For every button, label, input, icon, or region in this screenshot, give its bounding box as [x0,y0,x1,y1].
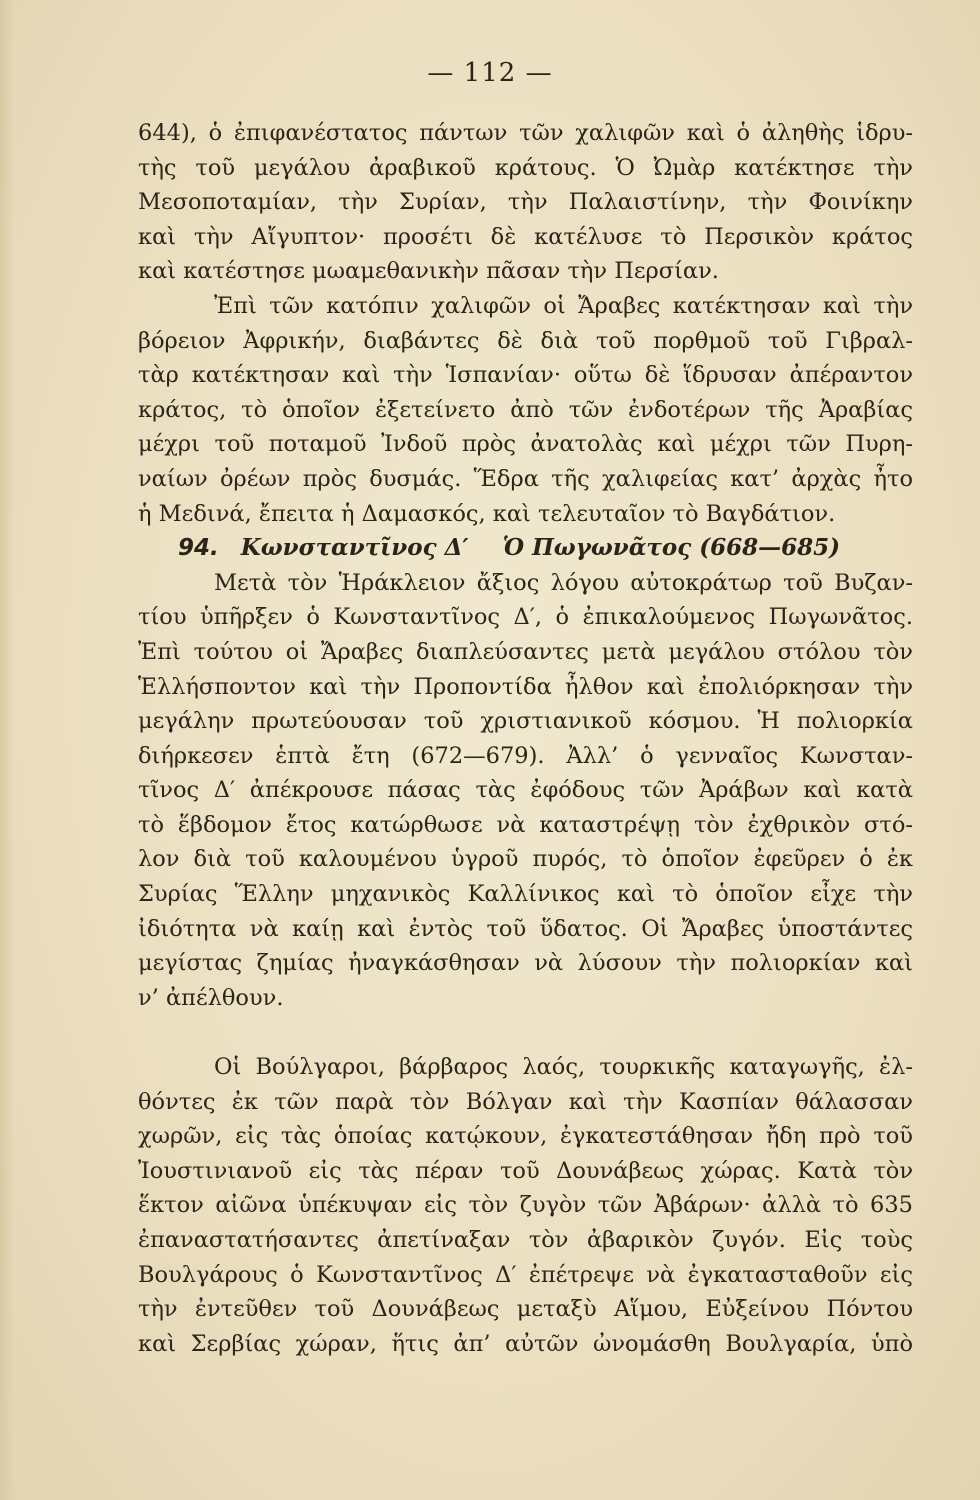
text-line: Μεσοποταμίαν, τὴν Συρίαν, τὴν Παλαιστίνην, τὴν Φοινίκην [138,189,913,216]
text-line: καὶ Σερβίας χώραν, ἥτις ἀπ’ αὐτῶν ὠνομάσθη Βουλγαρία, ὑπὸ [138,1330,913,1357]
text-line: Οἱ Βούλγαροι, βάρβαρος λαός, τουρκικῆς καταγωγῆς, ἐλ- [214,1054,913,1081]
text-line: τὸ ἕβδομον ἔτος κατώρθωσε νὰ καταστρέψῃ τὸν ἐχθρικὸν στό- [138,811,913,838]
text-line: καὶ τὴν Αἴγυπτον· προσέτι δὲ κατέλυσε τὸ Περσικὸν κράτος [138,223,913,250]
text-line: Ἑλλήσποντον καὶ τὴν Προποντίδα ἦλθον καὶ ἐπολιόρκησαν τὴν [138,673,913,700]
text-line: θόντες ἐκ τῶν παρὰ τὸν Βόλγαν καὶ τὴν Κασπίαν θάλασσαν [138,1088,913,1115]
text-line: διήρκεσεν ἑπτὰ ἔτη (672—679). Ἀλλ’ ὁ γενναῖος Κωνσταν- [138,742,913,769]
text-line: Ἐπὶ τούτου οἱ Ἄραβες διαπλεύσαντες μετὰ μεγάλου στόλου τὸν [138,638,913,665]
page-edge-shadow [0,0,14,1500]
text-line: τῖνος Δ′ ἀπέκρουσε πάσας τὰς ἐφόδους τῶν Ἀράβων καὶ κατὰ [138,777,913,804]
text-line: 644), ὁ ἐπιφανέστατος πάντων τῶν χαλιφῶν καὶ ὁ ἀληθὴς ἱδρυ- [138,120,913,146]
paragraph-gap [138,1015,913,1050]
text-line: Μετὰ τὸν Ἡράκλειον ἄξιος λόγου αὐτοκράτωρ τοῦ Βυζαν- [214,569,913,596]
text-line: τὴν ἐντεῦθεν τοῦ Δουνάβεως μεταξὺ Αἵμου, Εὐξείνου Πόντου [138,1296,913,1323]
text-line: μεγίστας ζημίας ἠναγκάσθησαν νὰ λύσουν τὴν πολιορκίαν καὶ [138,950,913,977]
text-line: κράτος, τὸ ὁποῖον ἐξετείνετο ἀπὸ τῶν ἐνδοτέρων τῆς Ἀραβίας [138,396,913,423]
text-line: τίου ὑπῆρξεν ὁ Κωνσταντῖνος Δ′, ὁ ἐπικαλούμενος Πωγωνᾶτος. [138,604,913,631]
text-line: Ἐπὶ τῶν κατόπιν χαλιφῶν οἱ Ἄραβες κατέκτησαν καὶ τὴν [214,292,913,319]
text-line: Ἰουστινιανοῦ εἰς τὰς πέραν τοῦ Δουνάβεως χώρας. Κατὰ τὸν [138,1157,913,1184]
text-line: βόρειον Ἀφρικήν, διαβάντες δὲ διὰ τοῦ πορθμοῦ τοῦ Γιβραλ- [138,327,913,354]
text-line: καὶ κατέστησε μωαμεθανικὴν πᾶσαν τὴν Περσίαν. [138,258,719,285]
text-line: ἡ Μεδινά, ἔπειτα ἡ Δαμασκός, καὶ τελευταῖον τὸ Βαγδάτιον. [138,500,836,527]
section-heading [138,531,913,566]
text-line: τὰρ κατέκτησαν καὶ τὴν Ἱσπανίαν· οὕτω δὲ ἵδρυσαν ἀπέραντον [138,362,913,389]
text-line: μεγάλην πρωτεύουσαν τοῦ χριστιανικοῦ κόσμου. Ἡ πολιορκία [138,708,913,735]
text-line: Βουλγάρους ὁ Κωνσταντῖνος Δ′ ἐπέτρεψε νὰ ἐγκατασταθοῦν εἰς [138,1261,913,1288]
text-line: χωρῶν, εἰς τὰς ὁποίας κατῴκουν, ἐγκατεστάθησαν ἤδη πρὸ τοῦ [138,1123,913,1150]
text-line: ἰδιότητα νὰ καίῃ καὶ ἐντὸς τοῦ ὕδατος. Οἱ Ἄραβες ὑποστάντες [138,915,913,942]
text-line: τὴς τοῦ μεγάλου ἀραβικοῦ κράτους. Ὁ Ὠμὰρ κατέκτησε τὴν [138,154,913,181]
text-line: ἕκτον αἰῶνα ὑπέκυψαν εἰς τὸν ζυγὸν τῶν Ἀβάρων· ἀλλὰ τὸ 635 [138,1192,913,1219]
text-line: μέχρι τοῦ ποταμοῦ Ἰνδοῦ πρὸς ἀνατολὰς καὶ μέχρι τῶν Πυρη- [138,431,913,458]
text-line: λον διὰ τοῦ καλουμένου ὑγροῦ πυρός, τὸ ὁποῖον ἐφεῦρεν ὁ ἐκ [138,846,913,873]
text-line: Συρίας Ἕλλην μηχανικὸς Καλλίνικος καὶ τὸ ὁποῖον εἶχε τὴν [138,881,913,908]
section-emperor-name: Κωνσταντῖνος Δ′ [240,534,469,562]
text-line: ν’ ἀπέλθουν. [138,984,284,1011]
section-number: 94. [178,535,219,562]
page-number: — 112 — [427,58,553,88]
text-line: ναίων ὀρέων πρὸς δυσμάς. Ἕδρα τῆς χαλιφείας κατ’ ἀρχὰς ἦτο [138,465,913,492]
section-epithet: Ὁ Πωγωνᾶτος [502,534,692,562]
text-line: ἐπαναστατήσαντες ἀπετίναξαν τὸν ἀβαρικὸν ζυγόν. Εἰς τοὺς [138,1227,913,1253]
section-years: (668—685) [699,534,841,562]
page-text [138,116,913,1361]
